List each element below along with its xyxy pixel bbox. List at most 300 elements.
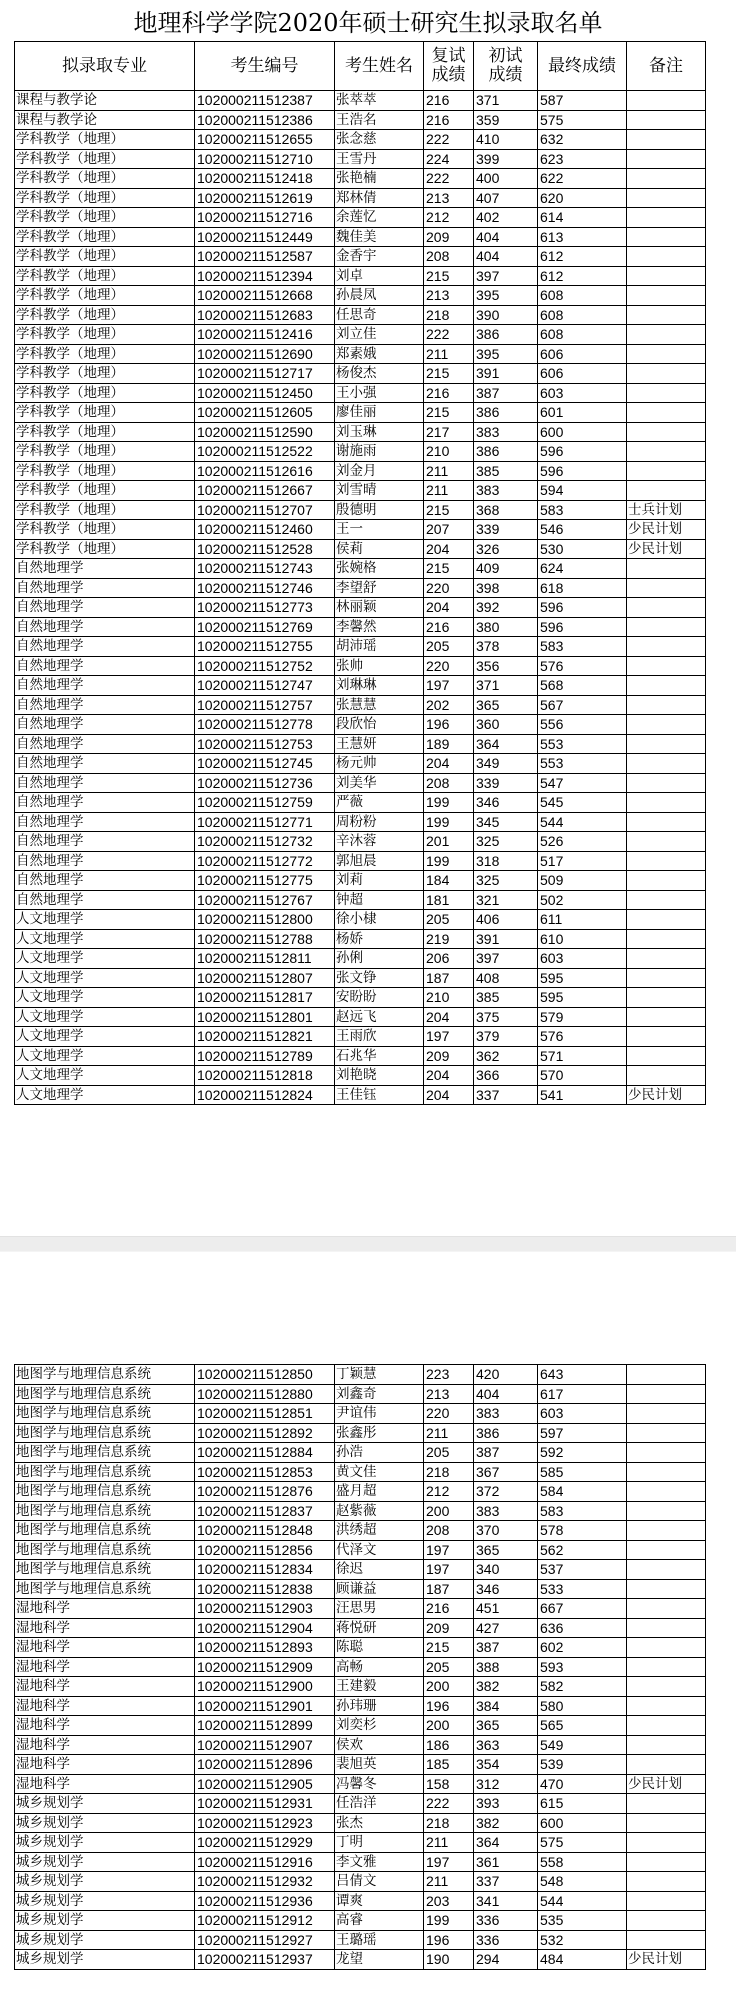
- retest-score-cell: 218: [424, 305, 474, 325]
- initial-score-cell: 345: [474, 812, 538, 832]
- retest-score-cell: 205: [424, 1443, 474, 1463]
- table-row: [15, 305, 706, 325]
- candidate-id-cell: 102000211512853: [195, 1462, 335, 1482]
- header-major: 拟录取专业: [15, 42, 195, 91]
- table-body-page-1: [15, 91, 706, 1105]
- initial-score-cell: 359: [474, 110, 538, 130]
- candidate-name-cell: 钟超: [335, 890, 424, 910]
- final-score-cell: 596: [538, 442, 627, 462]
- candidate-name-cell: 张鑫彤: [335, 1423, 424, 1443]
- candidate-id-cell: 102000211512903: [195, 1599, 335, 1619]
- remarks-cell: [627, 383, 706, 403]
- final-score-cell: 613: [538, 227, 627, 247]
- major-cell: 人文地理学: [15, 1046, 195, 1066]
- candidate-name-cell: 李文雅: [335, 1852, 424, 1872]
- retest-score-cell: 200: [424, 1677, 474, 1697]
- candidate-id-cell: 102000211512884: [195, 1443, 335, 1463]
- final-score-cell: 484: [538, 1950, 627, 1970]
- major-cell: 地图学与地理信息系统: [15, 1579, 195, 1599]
- initial-score-cell: 404: [474, 247, 538, 267]
- table-row: [15, 793, 706, 813]
- candidate-id-cell: 102000211512899: [195, 1716, 335, 1736]
- final-score-cell: 549: [538, 1735, 627, 1755]
- final-score-cell: 610: [538, 929, 627, 949]
- retest-score-cell: 186: [424, 1735, 474, 1755]
- initial-score-cell: 385: [474, 988, 538, 1008]
- candidate-name-cell: 郑素娥: [335, 344, 424, 364]
- initial-score-cell: 404: [474, 1384, 538, 1404]
- candidate-name-cell: 徐小棣: [335, 910, 424, 930]
- candidate-name-cell: 刘莉: [335, 871, 424, 891]
- initial-score-cell: 387: [474, 1443, 538, 1463]
- remarks-cell: [627, 1872, 706, 1892]
- retest-score-cell: 216: [424, 383, 474, 403]
- retest-score-cell: 220: [424, 1404, 474, 1424]
- final-score-cell: 548: [538, 1872, 627, 1892]
- major-cell: 自然地理学: [15, 773, 195, 793]
- candidate-id-cell: 102000211512732: [195, 832, 335, 852]
- retest-score-cell: 204: [424, 598, 474, 618]
- initial-score-cell: 325: [474, 832, 538, 852]
- candidate-name-cell: 段欣怡: [335, 715, 424, 735]
- major-cell: 城乡规划学: [15, 1950, 195, 1970]
- major-cell: 学科教学（地理）: [15, 481, 195, 501]
- initial-score-cell: 354: [474, 1755, 538, 1775]
- initial-score-cell: 399: [474, 149, 538, 169]
- final-score-cell: 596: [538, 598, 627, 618]
- table-row: [15, 1716, 706, 1736]
- remarks-cell: 少民计划: [627, 1950, 706, 1970]
- initial-score-cell: 392: [474, 598, 538, 618]
- candidate-id-cell: 102000211512789: [195, 1046, 335, 1066]
- final-score-cell: 602: [538, 1638, 627, 1658]
- table-row: [15, 1423, 706, 1443]
- table-row: [15, 598, 706, 618]
- major-cell: 学科教学（地理）: [15, 539, 195, 559]
- candidate-id-cell: 102000211512927: [195, 1930, 335, 1950]
- major-cell: 学科教学（地理）: [15, 344, 195, 364]
- candidate-name-cell: 吕倩文: [335, 1872, 424, 1892]
- candidate-name-cell: 胡沛瑶: [335, 637, 424, 657]
- candidate-name-cell: 魏佳美: [335, 227, 424, 247]
- major-cell: 自然地理学: [15, 832, 195, 852]
- candidate-name-cell: 辛沐蓉: [335, 832, 424, 852]
- initial-score-cell: 349: [474, 754, 538, 774]
- final-score-cell: 632: [538, 130, 627, 150]
- retest-score-cell: 216: [424, 1599, 474, 1619]
- major-cell: 地图学与地理信息系统: [15, 1462, 195, 1482]
- retest-score-cell: 215: [424, 500, 474, 520]
- final-score-cell: 567: [538, 695, 627, 715]
- retest-score-cell: 197: [424, 1852, 474, 1872]
- candidate-id-cell: 102000211512773: [195, 598, 335, 618]
- candidate-id-cell: 102000211512778: [195, 715, 335, 735]
- candidate-id-cell: 102000211512936: [195, 1891, 335, 1911]
- remarks-cell: [627, 1501, 706, 1521]
- major-cell: 自然地理学: [15, 598, 195, 618]
- candidate-id-cell: 102000211512905: [195, 1774, 335, 1794]
- initial-score-cell: 364: [474, 1833, 538, 1853]
- initial-score-cell: 371: [474, 676, 538, 696]
- major-cell: 地图学与地理信息系统: [15, 1560, 195, 1580]
- candidate-id-cell: 102000211512683: [195, 305, 335, 325]
- remarks-cell: [627, 1794, 706, 1814]
- retest-score-cell: 197: [424, 1027, 474, 1047]
- final-score-cell: 558: [538, 1852, 627, 1872]
- candidate-name-cell: 侯莉: [335, 539, 424, 559]
- table-row: [15, 364, 706, 384]
- major-cell: 湿地科学: [15, 1599, 195, 1619]
- table-row: [15, 227, 706, 247]
- candidate-id-cell: 102000211512707: [195, 500, 335, 520]
- retest-score-cell: 202: [424, 695, 474, 715]
- table-row: [15, 422, 706, 442]
- remarks-cell: [627, 344, 706, 364]
- remarks-cell: [627, 1638, 706, 1658]
- table-row: [15, 383, 706, 403]
- table-row: [15, 91, 706, 111]
- initial-score-cell: 387: [474, 383, 538, 403]
- final-score-cell: 530: [538, 539, 627, 559]
- candidate-id-cell: 102000211512418: [195, 169, 335, 189]
- major-cell: 城乡规划学: [15, 1794, 195, 1814]
- initial-score-cell: 397: [474, 949, 538, 969]
- remarks-cell: [627, 364, 706, 384]
- candidate-name-cell: 孙浩: [335, 1443, 424, 1463]
- remarks-cell: [627, 988, 706, 1008]
- initial-score-cell: 340: [474, 1560, 538, 1580]
- candidate-id-cell: 102000211512817: [195, 988, 335, 1008]
- final-score-cell: 623: [538, 149, 627, 169]
- retest-score-cell: 220: [424, 656, 474, 676]
- retest-score-cell: 205: [424, 1657, 474, 1677]
- candidate-id-cell: 102000211512923: [195, 1813, 335, 1833]
- initial-score-cell: 326: [474, 539, 538, 559]
- final-score-cell: 592: [538, 1443, 627, 1463]
- candidate-name-cell: 石兆华: [335, 1046, 424, 1066]
- candidate-id-cell: 102000211512788: [195, 929, 335, 949]
- final-score-cell: 579: [538, 1007, 627, 1027]
- remarks-cell: [627, 266, 706, 286]
- candidate-name-cell: 林丽颖: [335, 598, 424, 618]
- retest-score-cell: 211: [424, 1833, 474, 1853]
- final-score-cell: 584: [538, 1482, 627, 1502]
- remarks-cell: [627, 1560, 706, 1580]
- retest-score-cell: 185: [424, 1755, 474, 1775]
- candidate-id-cell: 102000211512851: [195, 1404, 335, 1424]
- retest-score-cell: 197: [424, 676, 474, 696]
- retest-score-cell: 211: [424, 344, 474, 364]
- table-row: [15, 578, 706, 598]
- candidate-name-cell: 金香宇: [335, 247, 424, 267]
- retest-score-cell: 213: [424, 1384, 474, 1404]
- table-row: [15, 1404, 706, 1424]
- candidate-id-cell: 102000211512821: [195, 1027, 335, 1047]
- table-row: [15, 1046, 706, 1066]
- final-score-cell: 600: [538, 422, 627, 442]
- table-row: [15, 1618, 706, 1638]
- major-cell: 地图学与地理信息系统: [15, 1404, 195, 1424]
- candidate-name-cell: 尹谊伟: [335, 1404, 424, 1424]
- major-cell: 地图学与地理信息系统: [15, 1521, 195, 1541]
- initial-score-cell: 365: [474, 1540, 538, 1560]
- table-row: [15, 812, 706, 832]
- remarks-cell: [627, 481, 706, 501]
- remarks-cell: [627, 968, 706, 988]
- candidate-id-cell: 102000211512655: [195, 130, 335, 150]
- remarks-cell: [627, 793, 706, 813]
- final-score-cell: 617: [538, 1384, 627, 1404]
- final-score-cell: 578: [538, 1521, 627, 1541]
- major-cell: 学科教学（地理）: [15, 266, 195, 286]
- candidate-id-cell: 102000211512736: [195, 773, 335, 793]
- initial-score-cell: 363: [474, 1735, 538, 1755]
- table-row: [15, 1443, 706, 1463]
- initial-score-cell: 294: [474, 1950, 538, 1970]
- candidate-id-cell: 102000211512907: [195, 1735, 335, 1755]
- table-row: [15, 1521, 706, 1541]
- remarks-cell: [627, 734, 706, 754]
- retest-score-cell: 216: [424, 91, 474, 111]
- candidate-id-cell: 102000211512767: [195, 890, 335, 910]
- remarks-cell: [627, 890, 706, 910]
- final-score-cell: 603: [538, 383, 627, 403]
- final-score-cell: 583: [538, 1501, 627, 1521]
- major-cell: 城乡规划学: [15, 1872, 195, 1892]
- major-cell: 地图学与地理信息系统: [15, 1384, 195, 1404]
- initial-score-cell: 365: [474, 695, 538, 715]
- table-row: [15, 1872, 706, 1892]
- table-row: [15, 1540, 706, 1560]
- major-cell: 自然地理学: [15, 578, 195, 598]
- retest-score-cell: 207: [424, 520, 474, 540]
- table-row: [15, 695, 706, 715]
- major-cell: 学科教学（地理）: [15, 247, 195, 267]
- candidate-id-cell: 102000211512710: [195, 149, 335, 169]
- candidate-name-cell: 洪绣超: [335, 1521, 424, 1541]
- table-row: [15, 461, 706, 481]
- major-cell: 自然地理学: [15, 812, 195, 832]
- table-row: [15, 188, 706, 208]
- candidate-id-cell: 102000211512716: [195, 208, 335, 228]
- candidate-id-cell: 102000211512937: [195, 1950, 335, 1970]
- candidate-name-cell: 刘玉琳: [335, 422, 424, 442]
- initial-score-cell: 402: [474, 208, 538, 228]
- retest-score-cell: 223: [424, 1365, 474, 1385]
- table-row: [15, 890, 706, 910]
- initial-score-cell: 410: [474, 130, 538, 150]
- major-cell: 学科教学（地理）: [15, 461, 195, 481]
- remarks-cell: [627, 1716, 706, 1736]
- remarks-cell: [627, 1813, 706, 1833]
- initial-score-cell: 370: [474, 1521, 538, 1541]
- retest-score-cell: 212: [424, 208, 474, 228]
- retest-score-cell: 212: [424, 1482, 474, 1502]
- retest-score-cell: 187: [424, 968, 474, 988]
- major-cell: 学科教学（地理）: [15, 130, 195, 150]
- candidate-id-cell: 102000211512800: [195, 910, 335, 930]
- table-row: [15, 1774, 706, 1794]
- candidate-name-cell: 孙俐: [335, 949, 424, 969]
- retest-score-cell: 215: [424, 559, 474, 579]
- initial-score-cell: 406: [474, 910, 538, 930]
- remarks-cell: [627, 149, 706, 169]
- candidate-id-cell: 102000211512900: [195, 1677, 335, 1697]
- initial-score-cell: 391: [474, 929, 538, 949]
- candidate-id-cell: 102000211512746: [195, 578, 335, 598]
- retest-score-cell: 222: [424, 325, 474, 345]
- candidate-name-cell: 廖佳丽: [335, 403, 424, 423]
- initial-score-cell: 379: [474, 1027, 538, 1047]
- candidate-name-cell: 余莲忆: [335, 208, 424, 228]
- major-cell: 学科教学（地理）: [15, 188, 195, 208]
- table-row: [15, 1950, 706, 1970]
- major-cell: 学科教学（地理）: [15, 208, 195, 228]
- table-row: [15, 559, 706, 579]
- candidate-name-cell: 顾谦益: [335, 1579, 424, 1599]
- final-score-cell: 603: [538, 949, 627, 969]
- candidate-name-cell: 陈聪: [335, 1638, 424, 1658]
- final-score-cell: 582: [538, 1677, 627, 1697]
- remarks-cell: [627, 929, 706, 949]
- remarks-cell: [627, 208, 706, 228]
- initial-score-cell: 321: [474, 890, 538, 910]
- major-cell: 地图学与地理信息系统: [15, 1540, 195, 1560]
- major-cell: 自然地理学: [15, 559, 195, 579]
- major-cell: 学科教学（地理）: [15, 422, 195, 442]
- candidate-name-cell: 蒋悦研: [335, 1618, 424, 1638]
- retest-score-cell: 215: [424, 266, 474, 286]
- final-score-cell: 562: [538, 1540, 627, 1560]
- candidate-id-cell: 102000211512931: [195, 1794, 335, 1814]
- final-score-cell: 583: [538, 637, 627, 657]
- remarks-cell: [627, 1755, 706, 1775]
- final-score-cell: 596: [538, 461, 627, 481]
- remarks-cell: [627, 637, 706, 657]
- remarks-cell: [627, 1404, 706, 1424]
- initial-score-cell: 361: [474, 1852, 538, 1872]
- initial-score-cell: 336: [474, 1911, 538, 1931]
- candidate-id-cell: 102000211512904: [195, 1618, 335, 1638]
- remarks-cell: 少民计划: [627, 1774, 706, 1794]
- candidate-name-cell: 周粉粉: [335, 812, 424, 832]
- final-score-cell: 615: [538, 1794, 627, 1814]
- table-row: [15, 715, 706, 735]
- retest-score-cell: 197: [424, 1540, 474, 1560]
- final-score-cell: 597: [538, 1423, 627, 1443]
- remarks-cell: [627, 1521, 706, 1541]
- candidate-name-cell: 杨元帅: [335, 754, 424, 774]
- retest-score-cell: 190: [424, 1950, 474, 1970]
- table-row: [15, 1482, 706, 1502]
- candidate-name-cell: 冯馨冬: [335, 1774, 424, 1794]
- retest-score-cell: 196: [424, 1696, 474, 1716]
- remarks-cell: [627, 1007, 706, 1027]
- retest-score-cell: 208: [424, 1521, 474, 1541]
- initial-score-cell: 397: [474, 266, 538, 286]
- candidate-name-cell: 王璐瑶: [335, 1930, 424, 1950]
- candidate-id-cell: 102000211512837: [195, 1501, 335, 1521]
- retest-score-cell: 209: [424, 1618, 474, 1638]
- remarks-cell: [627, 1891, 706, 1911]
- retest-score-cell: 222: [424, 130, 474, 150]
- major-cell: 人文地理学: [15, 1085, 195, 1105]
- initial-score-cell: 365: [474, 1716, 538, 1736]
- table-row: [15, 1501, 706, 1521]
- initial-score-cell: 383: [474, 481, 538, 501]
- remarks-cell: 士兵计划: [627, 500, 706, 520]
- retest-score-cell: 210: [424, 442, 474, 462]
- remarks-cell: [627, 773, 706, 793]
- initial-score-cell: 337: [474, 1085, 538, 1105]
- major-cell: 城乡规划学: [15, 1813, 195, 1833]
- candidate-name-cell: 王佳钰: [335, 1085, 424, 1105]
- candidate-id-cell: 102000211512772: [195, 851, 335, 871]
- retest-score-cell: 209: [424, 1046, 474, 1066]
- major-cell: 湿地科学: [15, 1755, 195, 1775]
- table-row: [15, 871, 706, 891]
- initial-score-cell: 393: [474, 1794, 538, 1814]
- retest-score-cell: 205: [424, 910, 474, 930]
- remarks-cell: [627, 1657, 706, 1677]
- table-row: [15, 481, 706, 501]
- final-score-cell: 576: [538, 1027, 627, 1047]
- major-cell: 地图学与地理信息系统: [15, 1365, 195, 1385]
- table-row: [15, 1638, 706, 1658]
- initial-score-cell: 386: [474, 403, 538, 423]
- final-score-cell: 571: [538, 1046, 627, 1066]
- candidate-id-cell: 102000211512896: [195, 1755, 335, 1775]
- major-cell: 自然地理学: [15, 754, 195, 774]
- header-retest-score: 复试成绩: [424, 42, 474, 91]
- major-cell: 城乡规划学: [15, 1911, 195, 1931]
- major-cell: 自然地理学: [15, 851, 195, 871]
- major-cell: 学科教学（地理）: [15, 500, 195, 520]
- final-score-cell: 502: [538, 890, 627, 910]
- candidate-id-cell: 102000211512616: [195, 461, 335, 481]
- candidate-name-cell: 代泽文: [335, 1540, 424, 1560]
- initial-score-cell: 364: [474, 734, 538, 754]
- candidate-name-cell: 黄文佳: [335, 1462, 424, 1482]
- table-row: [15, 266, 706, 286]
- initial-score-cell: 371: [474, 91, 538, 111]
- admission-table-page-1: [14, 41, 706, 1105]
- candidate-name-cell: 丁明: [335, 1833, 424, 1853]
- candidate-id-cell: 102000211512394: [195, 266, 335, 286]
- major-cell: 课程与教学论: [15, 110, 195, 130]
- candidate-name-cell: 汪思男: [335, 1599, 424, 1619]
- candidate-id-cell: 102000211512838: [195, 1579, 335, 1599]
- candidate-id-cell: 102000211512387: [195, 91, 335, 111]
- remarks-cell: [627, 715, 706, 735]
- table-row: [15, 110, 706, 130]
- retest-score-cell: 197: [424, 1560, 474, 1580]
- remarks-cell: [627, 461, 706, 481]
- major-cell: 自然地理学: [15, 890, 195, 910]
- initial-score-cell: 325: [474, 871, 538, 891]
- table-row: [15, 1085, 706, 1105]
- major-cell: 人文地理学: [15, 949, 195, 969]
- table-row: [15, 1891, 706, 1911]
- candidate-name-cell: 王建毅: [335, 1677, 424, 1697]
- initial-score-cell: 404: [474, 227, 538, 247]
- retest-score-cell: 209: [424, 227, 474, 247]
- candidate-name-cell: 王雪丹: [335, 149, 424, 169]
- initial-score-cell: 382: [474, 1813, 538, 1833]
- remarks-cell: [627, 1930, 706, 1950]
- remarks-cell: [627, 1599, 706, 1619]
- major-cell: 自然地理学: [15, 793, 195, 813]
